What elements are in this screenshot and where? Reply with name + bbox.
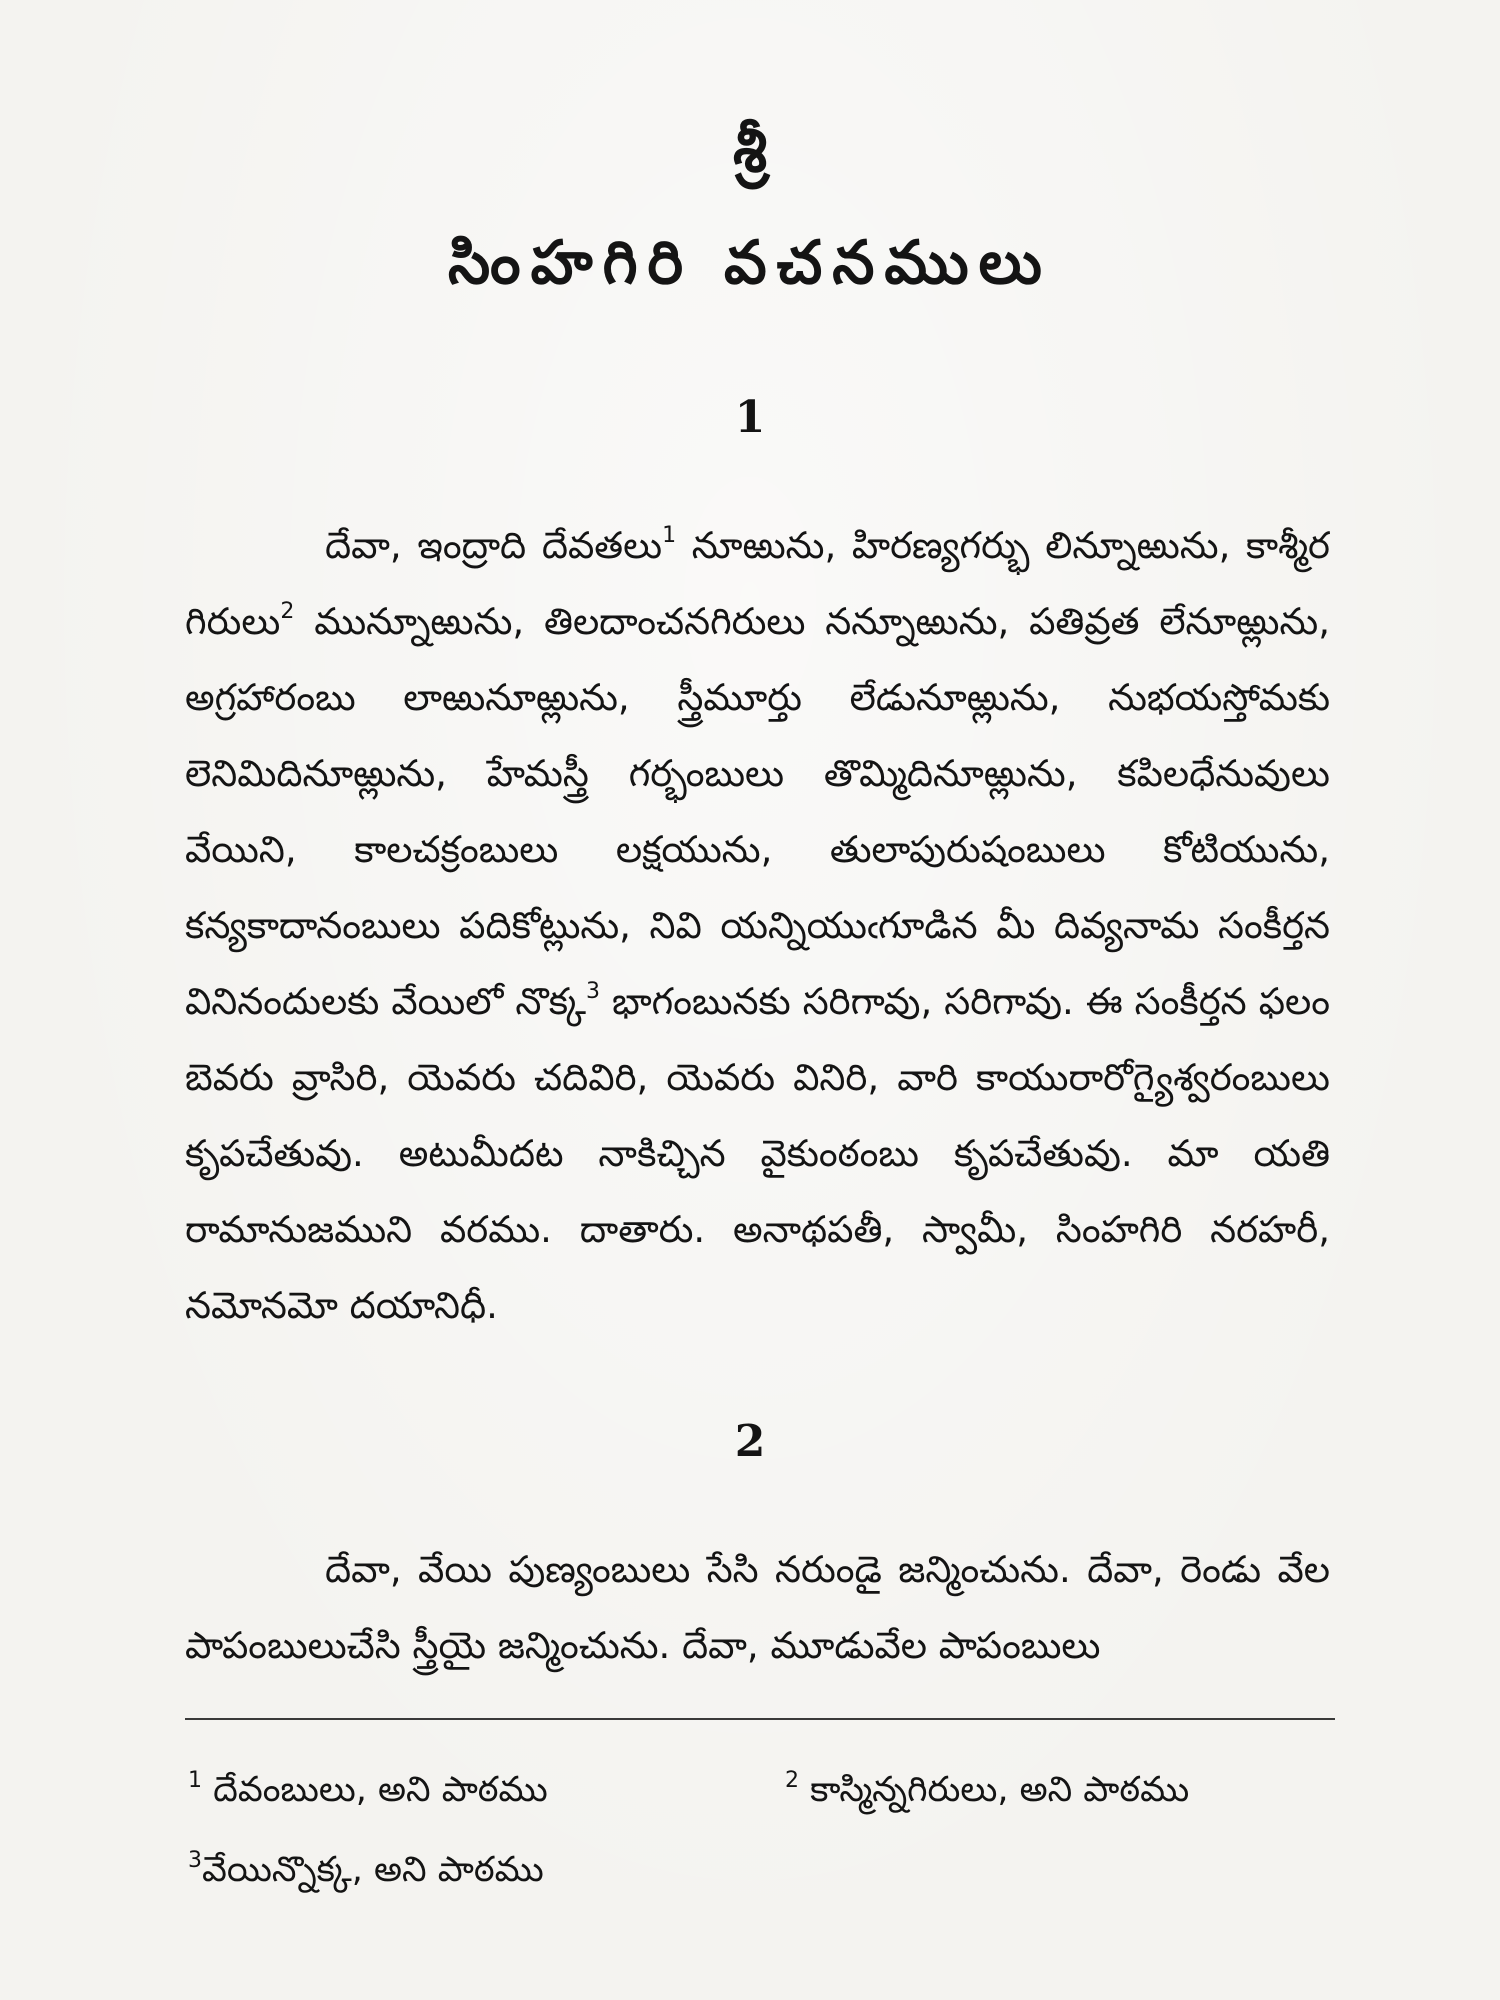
footnote-3-mark: 3: [188, 1848, 202, 1873]
footnote-3-text: వేయిన్నొక్క, అని పాఠము: [202, 1850, 544, 1890]
section-number-1: 1: [734, 392, 766, 443]
footnote-3: [188, 1845, 544, 1895]
footnote-2-text: కాస్మిన్నగిరులు, అని పాఠము: [799, 1770, 1190, 1810]
section-2-text: దేవా, వేయి పుణ్యంబులు సేసి నరుండై జన్మించును. దేవా, రెండు వేల పాపంబులుచేసి స్త్రీయై జన్మించును. దేవా, మూడువేల పాపంబులు: [185, 1548, 1330, 1667]
footnote-1-text: దేవంబులు, అని పాఠము: [202, 1770, 548, 1810]
section-number-2: 2: [734, 1416, 766, 1467]
invocation-heading: శ్రీ: [732, 113, 768, 186]
section-2-paragraph: [185, 1532, 1330, 1684]
section-1-paragraph: [185, 508, 1330, 1344]
footnote-ref-3: 3: [585, 979, 600, 1004]
section-1-text-part-3: మున్నూఱును, తిలదాంచనగిరులు నన్నూఱును, పతివ్రత లేనూఱ్లును, అగ్రహారంబు లాఱునూఱ్లును, స్త్రీమూర్తు లేడునూఱ్లును, నుభయస్తోమకు లెనిమిదినూఱ్లును, హేమస్త్రీ గర్భంబులు తొమ్మిదినూఱ్లును, కపిలధేనువులు వేయిని, కాలచక్రంబులు లక్షయును, తులాపురుషంబులు కోటియును, కన్యకాదానంబులు పదికోట్లును, నివి యన్నియుఁగూడిన మీ దివ్యనామ సంకీర్తన వినినందులకు వేయిలో నొక్క: [185, 600, 1330, 1023]
section-1-text-part-4: భాగంబునకు సరిగావు, సరిగావు. ఈ సంకీర్తన ఫలం బెవరు వ్రాసిరి, యెవరు చదివిరి, యెవరు వినిరి, వారి కాయురారోగ్యైశ్వరంబులు కృపచేతువు. అటుమీదట నాకిచ్చిన వైకుంఠంబు కృపచేతువు. మా యతి రామానుజముని వరము. దాతారు. అనాథపతీ, స్వామీ, సింహగిరి నరహరీ, నమోనమో దయానిధీ.: [185, 980, 1330, 1327]
footnote-1-mark: 1: [188, 1768, 202, 1793]
footnote-2-mark: 2: [785, 1768, 799, 1793]
footnote-2: [785, 1765, 1189, 1815]
footnote-ref-2: 2: [280, 599, 295, 624]
section-1-text-part-2: నూఱును, హిరణ్యగర్భు లిన్నూఱును, కాశ్మీర గిరులు: [185, 524, 1330, 643]
footnote-divider: [185, 1718, 1335, 1720]
page-title: సింహగిరి వచనములు: [448, 228, 1052, 298]
footnote-1: [188, 1765, 548, 1815]
footnote-ref-1: 1: [662, 523, 677, 548]
section-1-text-part-1: దేవా, ఇంద్రాది దేవతలు: [325, 524, 663, 567]
